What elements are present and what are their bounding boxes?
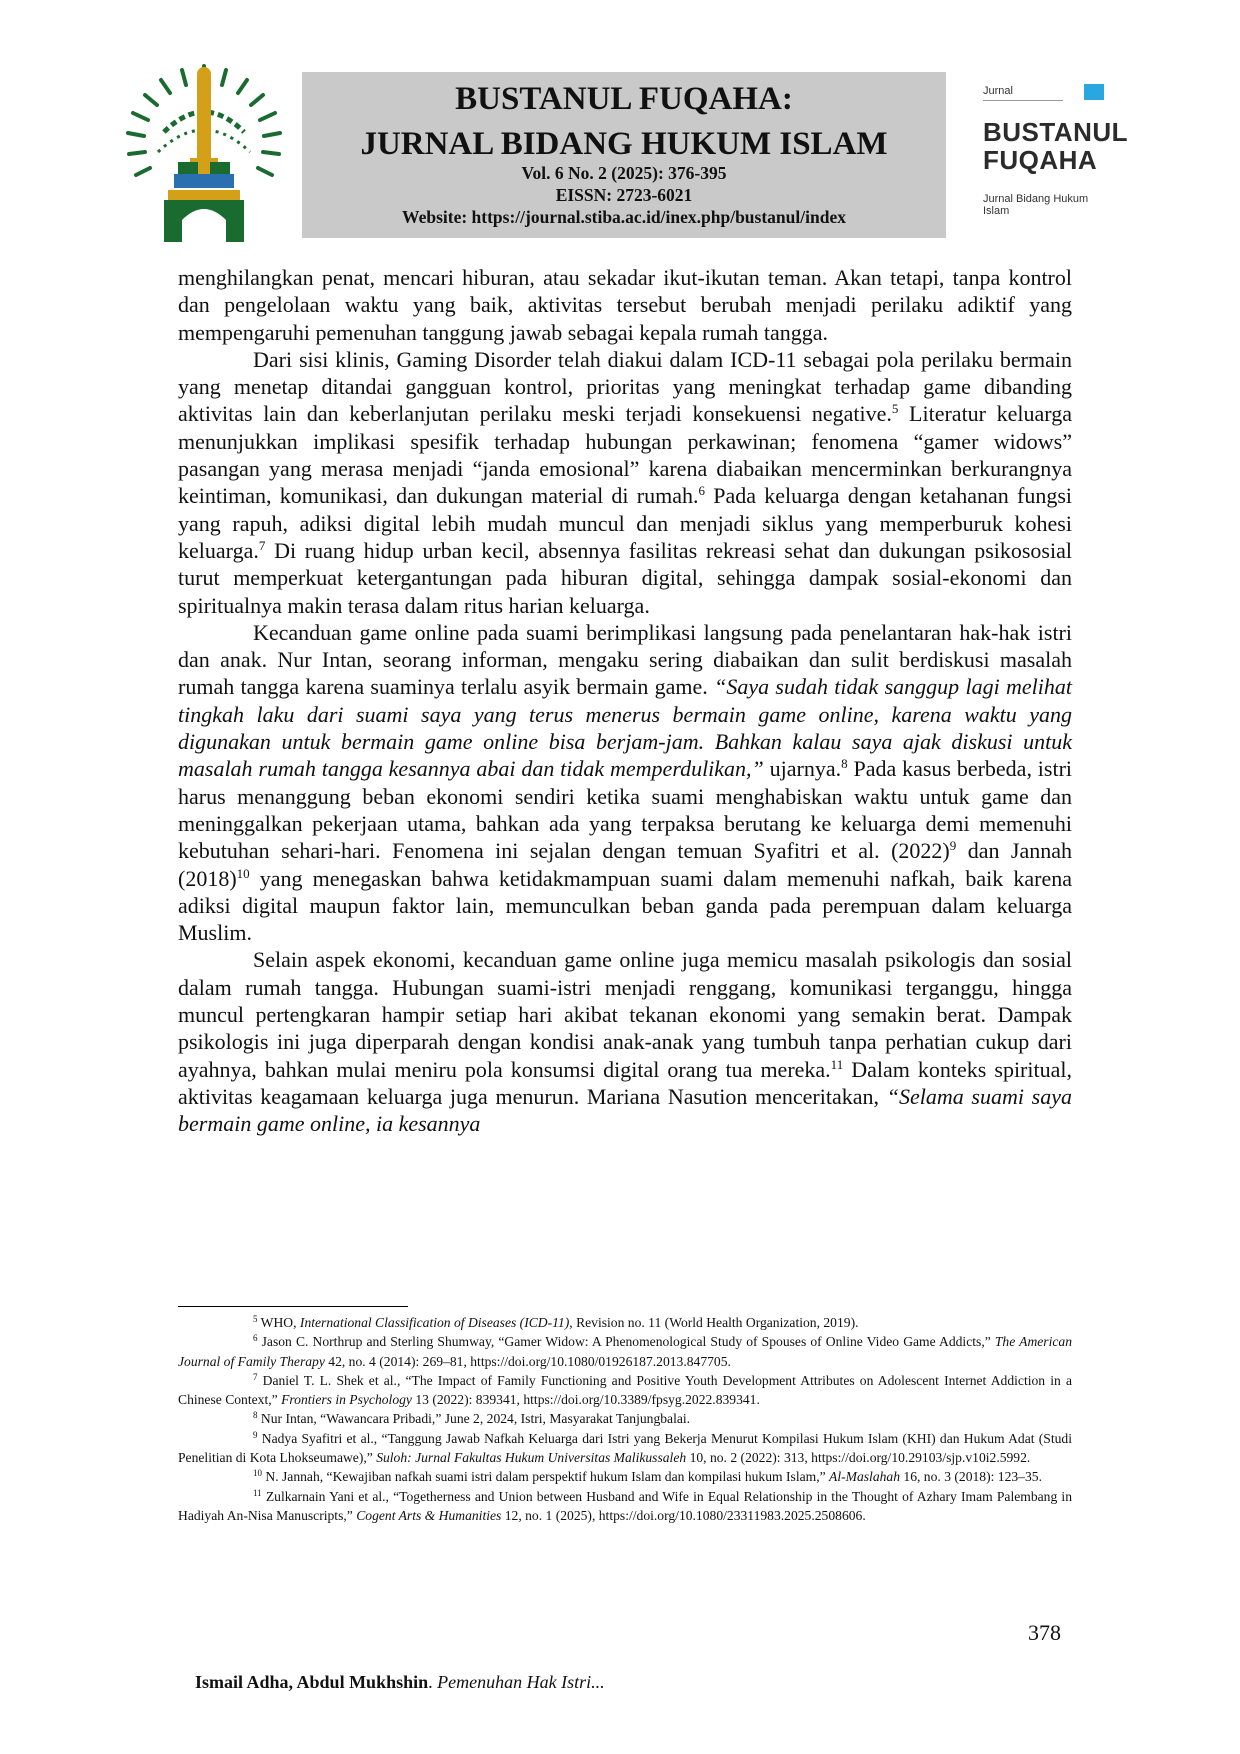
running-footer: Ismail Adha, Abdul Mukhshin. Pemenuhan Hak Istri... — [195, 1672, 605, 1692]
footnote-ref[interactable]: 5 — [891, 401, 899, 417]
footnote-7: $^7$ Daniel T. L. Shek et al., “The Impact of Family Functioning and Positive Youth Development Attributes on Adolescent Internet Addiction in a Chinese Context,” Frontiers in Psychology 13 (2022): 839341, https://doi.org/10.3389/fpsyg.2022.839341. — [178, 1371, 1072, 1408]
journal-title-line2: JURNAL BIDANG HUKUM ISLAM — [360, 126, 888, 162]
logo-small-text: Jurnal — [983, 85, 1013, 97]
footnote-6: $^6$ Jason C. Northrup and Sterling Shumway, “Gamer Widow: A Phenomenological Study of Spouses of Online Video Game Addicts,” The American Journal of Family Therapy 42, no. 4 (2014): 269–81, https://doi.org/10.1080/01926187.2013.847705. — [178, 1333, 1072, 1369]
paragraph-3: Kecanduan game online pada suami berimplikasi langsung pada penelantaran hak-hak istri dan anak. Nur Intan, seorang informan, mengaku sering diabaikan dan sulit berdiskusi masalah rumah tangga karena suaminya terlalu asyik bermain game. “Saya sudah tidak sanggup lagi melihat tingkah laku dari suami saya yang terus menerus bermain game online, karena waktu yang digunakan untuk bermain game online bisa berjam-jam. Bahkan kalau saya ajak diskusi untuk masalah rumah tangga kesannya abai dan tidak memperdulikan,” ujarnya.$^8$ Pada kasus berbeda, istri harus menanggung beban ekonomi sendiri ketika suami menghabiskan waktu untuk game dan meninggalkan pekerjaan utama, bahkan ada yang terpaksa berutang ke keluarga demi memenuhi kebutuhan sehari-hari. Fenomena ini sejalan dengan temuan Syafitri et al. $(2022)^9$ dan Jannah $(2018)^{10}$ yang menegaskan bahwa ketidakmampuan suami dalam memenuhi nafkah, baik karena adiksi digital maupun faktor lain, memunculkan beban ganda pada perempuan dalam keluarga Muslim. — [178, 619, 1073, 946]
footnote-separator — [178, 1306, 408, 1307]
interview-quote: “Selama suami saya bermain game online, ia kesannya — [178, 1083, 1073, 1137]
footnote-ref[interactable]: 9 — [949, 838, 957, 854]
paragraph-2: Dari sisi klinis, Gaming Disorder telah diakui dalam ICD-11 sebagai pola perilaku bermain yang menetap ditandai gangguan kontrol, prioritas yang meningkat terhadap game dibanding aktivitas lain dan keberlanjutan perilaku meski terjadi konsekuensi negative.$^5$ Literatur keluarga menunjukkan implikasi spesifik terhadap hubungan perkawinan; fenomena “gamer widows” pasangan yang merasa menjadi “janda emosional” karena diabaikan mencerminkan berkurangnya keintiman, komunikasi, dan dukungan material di rumah.$^6$ Pada keluarga dengan ketahanan fungsi yang rapuh, adiksi digital lebih mudah muncul dan menjadi siklus yang memperburuk kohesi keluarga.$^7$ Di ruang hidup urban kecil, absennya fasilitas rekreasi sehat dan dukungan psikososial turut memperkuat ketergantungan pada hiburan digital, sehingga dampak sosial-ekonomi dan spiritualnya makin terasa dalam ritus harian keluarga. — [178, 346, 1072, 618]
footer-article-title: Pemenuhan Hak Istri... — [437, 1672, 605, 1692]
bustanul-fuqaha-logo — [966, 80, 1129, 220]
mosque-emblem-icon — [124, 62, 284, 242]
footnotes — [178, 1313, 1072, 1525]
footnote-ref[interactable]: 10 — [236, 865, 250, 881]
journal-eissn: EISSN: 2723-6021 — [555, 185, 693, 205]
journal-header — [302, 72, 946, 238]
footnote-ref[interactable]: 7 — [258, 537, 266, 553]
paragraph-4: Selain aspek ekonomi, kecanduan game online juga memicu masalah psikologis dan sosial dalam rumah tangga. Hubungan suami-istri menjadi renggang, komunikasi terganggu, hingga muncul pertengkaran hampir setiap hari akibat tekanan ekonomi yang semakin berat. Dampak psikologis ini juga diperparah dengan kondisi anak-anak yang tumbuh tanpa perhatian cukup dari ayahnya, bahkan mulai meniru pola konsumsi digital orang tua mereka.$^{11}$ Dalam konteks spiritual, aktivitas keagamaan keluarga juga menurun. Mariana Nasution menceritakan, “Selama suami saya bermain game online, ia kesannya — [178, 947, 1073, 1137]
footer-authors: Ismail Adha, Abdul Mukhshin — [195, 1672, 429, 1692]
footnote-5: $^5$ WHO, International Classification of Diseases (ICD-11), Revision no. 11 (World Health Organization, 2019). — [253, 1314, 859, 1330]
journal-volume: Vol. 6 No. 2 (2025): 376-395 — [521, 163, 727, 183]
logo-line2: FUQAHA — [983, 145, 1098, 175]
footnote-ref[interactable]: 8 — [841, 756, 848, 772]
logo-wordmark — [983, 118, 1128, 174]
journal-website: Website: https://journal.stiba.ac.id/inex.php/bustanul/index — [402, 207, 846, 227]
logo-subtitle: Jurnal Bidang Hukum Islam — [983, 193, 1089, 217]
footnote-9: $^9$ Nadya Syafitri et al., “Tanggung Jawab Nafkah Keluarga dari Istri yang Bekerja Menurut Kompilasi Hukum Islam (KHI) dan Hukum Adat (Studi Penelitian di Kota Lhokseumawe),” Suloh: Jurnal Fakultas Hukum Universitas Malikussaleh 10, no. 2 (2022): 313, https://doi.org/10.29103/sjp.v10i2.5992. — [178, 1429, 1072, 1466]
journal-title-line1: BUSTANUL FUQAHA: — [455, 81, 793, 117]
logo-accent-square — [1084, 84, 1104, 100]
interview-quote: “Saya sudah tidak sanggup lagi melihat tingkah laku dari suami saya yang terus menerus bermain game online, karena waktu yang digunakan untuk bermain game online bisa berjam-jam. Bahkan kalau saya ajak diskusi untuk masalah rumah tangga kesannya abai dan tidak memperdulikan,” — [178, 674, 1073, 782]
article-body — [178, 264, 1072, 1138]
footnote-8: $^8$ Nur Intan, “Wawancara Pribadi,” June 2, 2024, Istri, Masyarakat Tanjungbalai. — [253, 1410, 691, 1427]
logo-line1: BUSTANUL — [983, 117, 1129, 147]
paragraph-1: menghilangkan penat, mencari hiburan, atau sekadar ikut-ikutan teman. Akan tetapi, tanpa kontrol dan pengelolaan waktu yang baik, aktivitas tersebut berubah menjadi perilaku adiktif yang mempengaruhi pemenuhan tanggung jawab sebagai kepala rumah tangga. — [178, 265, 1072, 345]
logo-divider — [983, 100, 1063, 101]
footnote-ref[interactable]: 6 — [698, 483, 705, 499]
footnote-ref[interactable]: 11 — [830, 1056, 844, 1072]
page-number: 378 — [1028, 1620, 1061, 1645]
footnote-10: $^{10}$ N. Jannah, “Kewajiban nafkah suami istri dalam perspektif hukum Islam dan kompilasi hukum Islam,” Al-Maslahah 16, no. 3 (2018): 123–35. — [253, 1468, 1042, 1485]
stiba-logo — [124, 62, 284, 242]
footnote-11: $^{11}$ Zulkarnain Yani et al., “Togetherness and Union between Husband and Wife in Equal Relationship in the Thought of Azhary Imam Palembang in Hadiyah An-Nisa Manuscripts,” Cogent Arts & Humanities 12, no. 1 (2025), https://doi.org/10.1080/23311983.2025.2508606. — [178, 1487, 1072, 1523]
